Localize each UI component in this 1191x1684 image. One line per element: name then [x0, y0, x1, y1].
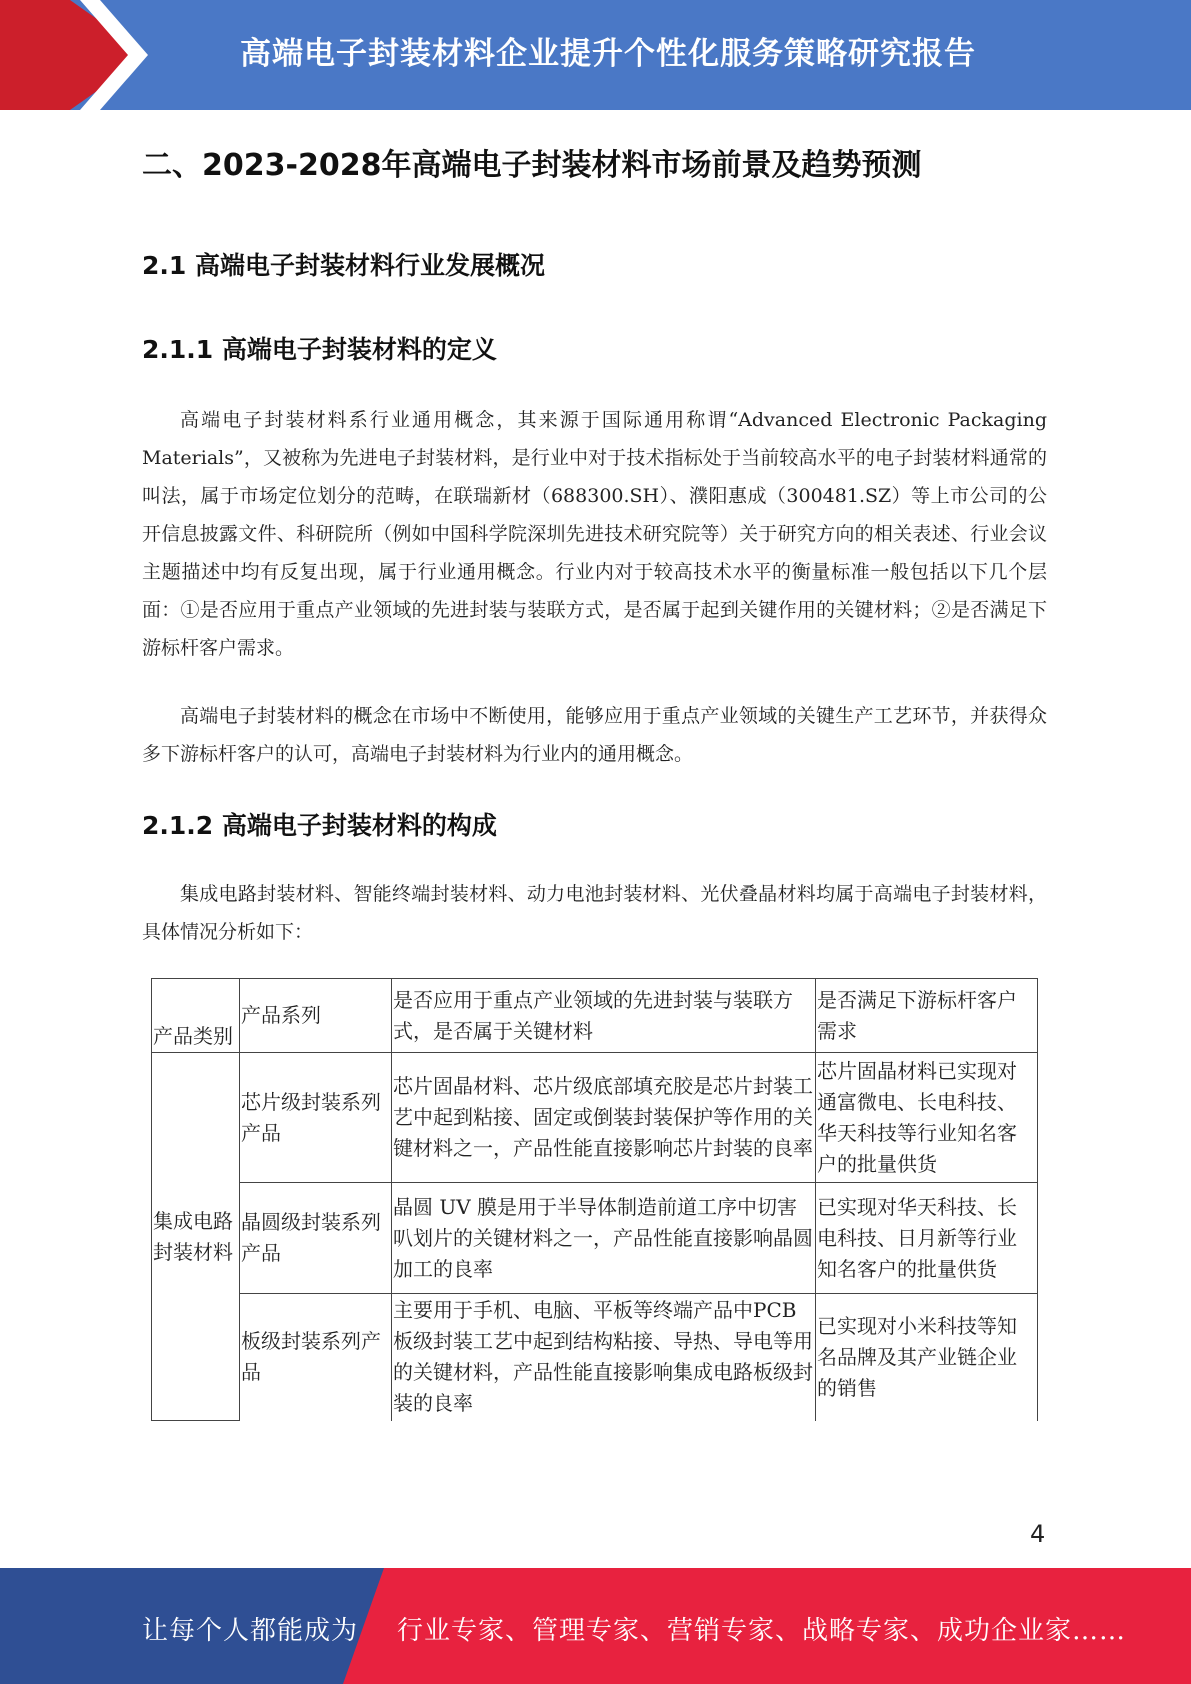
chapter-heading: 二、2023-2028年高端电子封装材料市场前景及趋势预测 — [142, 148, 922, 183]
footer-slogan-right: 行业专家、管理专家、营销专家、战略专家、成功企业家…… — [397, 1616, 1127, 1646]
table-header-row — [152, 979, 1038, 1053]
category-cell: 集成电路封装材料 — [152, 1053, 240, 1421]
subsection-heading-composition: 2.1.2 高端电子封装材料的构成 — [142, 811, 497, 840]
customer-cell: 已实现对华天科技、长电科技、日月新等行业知名客户的批量供货 — [816, 1183, 1038, 1294]
header-cell-customer: 是否满足下游标杆客户需求 — [816, 979, 1038, 1053]
materials-table — [151, 978, 1038, 1421]
page-header — [0, 0, 1191, 110]
customer-cell: 芯片固晶材料已实现对通富微电、长电科技、华天科技等行业知名客户的批量供货 — [816, 1053, 1038, 1183]
report-title: 高端电子封装材料企业提升个性化服务策略研究报告 — [240, 36, 976, 72]
page-footer — [0, 1568, 1191, 1684]
key-material-cell: 芯片固晶材料、芯片级底部填充胶是芯片封装工艺中起到粘接、固定或倒装封装保护等作用的关键材料之一，产品性能直接影响芯片封装的良率 — [392, 1053, 816, 1183]
subsection-heading-definition: 2.1.1 高端电子封装材料的定义 — [142, 335, 497, 364]
section-heading: 2.1 高端电子封装材料行业发展概况 — [142, 251, 545, 280]
table-row — [152, 1294, 1038, 1421]
key-material-cell: 主要用于手机、电脑、平板等终端产品中PCB 板级封装工艺中起到结构粘接、导热、导电等用的关键材料，产品性能直接影响集成电路板级封装的良率 — [392, 1294, 816, 1421]
series-cell: 晶圆级封装系列产品 — [240, 1183, 392, 1294]
key-material-cell: 晶圆 UV 膜是用于半导体制造前道工序中切害叭划片的关键材料之一，产品性能直接影响晶圆加工的良率 — [392, 1183, 816, 1294]
composition-paragraph: 集成电路封装材料、智能终端封装材料、动力电池封装材料、光伏叠晶材料均属于高端电子封装材料，具体情况分析如下： — [142, 883, 1047, 943]
concept-paragraph: 高端电子封装材料的概念在市场中不断使用，能够应用于重点产业领域的关键生产工艺环节，并获得众多下游标杆客户的认可，高端电子封装材料为行业内的通用概念。 — [142, 705, 1047, 765]
footer-slogan-left: 让每个人都能成为 — [142, 1616, 359, 1646]
header-cell-key-material: 是否应用于重点产业领域的先进封装与装联方式，是否属于关键材料 — [392, 979, 816, 1053]
series-cell: 板级封装系列产品 — [240, 1294, 392, 1421]
page-number: 4 — [1030, 1520, 1046, 1548]
header-cell-series: 产品系列 — [240, 979, 392, 1053]
table-row — [152, 1053, 1038, 1183]
definition-paragraph: 高端电子封装材料系行业通用概念，其来源于国际通用称谓“Advanced Electronic Packaging Materials”，又被称为先进电子封装材料，是行业中对于技术指标处于当前较高水平的电子封装材料通常的叫法，属于市场定位划分的范畴，在联瑞新材（688300.SH）、濮阳惠成（300481.SZ）等上市公司的公开信息披露文件、科研院所（例如中国科学院深圳先进技术研究院等）关于研究方向的相关表述、行业会议主题描述中均有反复出现，属于行业通用概念。行业内对于较高技术水平的衡量标准一般包括以下几个层面：①是否应用于重点产业领域的先进封装与装联方式，是否属于起到关键作用的关键材料；②是否满足下游标杆客户需求。 — [142, 409, 1047, 659]
table-row — [152, 1183, 1038, 1294]
series-cell: 芯片级封装系列产品 — [240, 1053, 392, 1183]
header-cell-category: 产品类别 — [152, 979, 240, 1053]
customer-cell: 已实现对小米科技等知名品牌及其产业链企业的销售 — [816, 1294, 1038, 1421]
